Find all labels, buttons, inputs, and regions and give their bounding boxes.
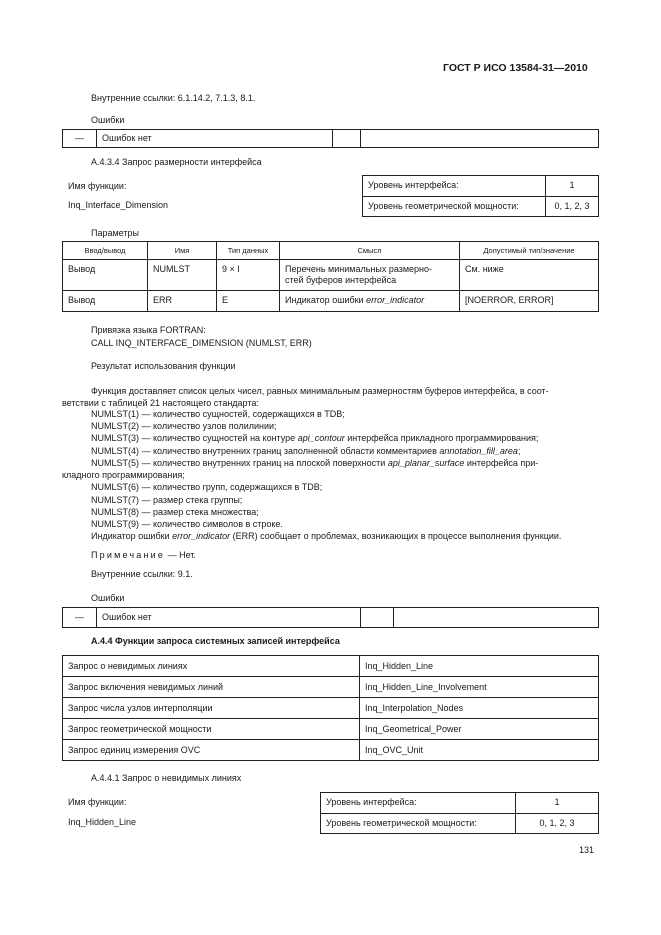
functions-table bbox=[62, 655, 599, 761]
table-cell bbox=[280, 260, 460, 291]
function-levels-table bbox=[320, 792, 599, 834]
meaning-italic: error_indicator bbox=[366, 295, 425, 305]
function-name: Inq_Interface_Dimension bbox=[68, 200, 169, 210]
table-cell bbox=[280, 291, 460, 312]
interface-level-value: 1 bbox=[516, 793, 599, 814]
function-name-label: Имя функции: bbox=[68, 181, 127, 191]
errors-empty-cell bbox=[333, 130, 361, 148]
errors-empty-cell bbox=[361, 608, 394, 628]
interface-level-value: 1 bbox=[546, 176, 599, 197]
table-cell: E bbox=[217, 291, 280, 312]
errors-dash: — bbox=[63, 130, 97, 148]
internal-references: Внутренние ссылки: 9.1. bbox=[91, 569, 193, 579]
errors-label: Ошибки bbox=[91, 115, 125, 125]
result-label: Результат использования функции bbox=[91, 361, 236, 371]
function-name: Inq_Hidden_Line bbox=[68, 817, 137, 827]
parameters-label: Параметры bbox=[91, 228, 139, 238]
table-cell: Вывод bbox=[63, 291, 148, 312]
list-item: NUMLST(2) — количество узлов полилинии; bbox=[91, 421, 277, 431]
list-item: NUMLST(1) — количество сущностей, содержащихся в TDB; bbox=[91, 409, 345, 419]
table-row bbox=[63, 677, 599, 698]
column-header: Смысл bbox=[280, 242, 460, 260]
geometric-power-label: Уровень геометрической мощности: bbox=[321, 813, 516, 834]
table-cell: ERR bbox=[148, 291, 217, 312]
function-description: Запрос числа узлов интерполяции bbox=[63, 698, 360, 719]
list-item-continuation: кладного программирования; bbox=[62, 470, 185, 480]
section-heading: А.4.4 Функции запроса системных записей интерфейса bbox=[91, 636, 340, 646]
column-header: Ввод/вывод bbox=[63, 242, 148, 260]
function-identifier: Inq_Interpolation_Nodes bbox=[360, 698, 599, 719]
error-indicator-text: Индикатор ошибки error_indicator (ERR) сообщает о проблемах, возникающих в процессе выполнения функции. bbox=[91, 531, 562, 541]
function-identifier: Inq_OVC_Unit bbox=[360, 740, 599, 761]
interface-level-label: Уровень интерфейса: bbox=[321, 793, 516, 814]
internal-references: Внутренние ссылки: 6.1.14.2, 7.1.3, 8.1. bbox=[91, 93, 256, 103]
meaning-line: стей буферов интерфейса bbox=[285, 275, 397, 285]
section-heading: А.4.3.4 Запрос размерности интерфейса bbox=[91, 157, 262, 167]
body-text: Функция доставляет список целых чисел, равных минимальным размерностям буферов интерфейса, в соот- bbox=[91, 386, 549, 396]
list-item: NUMLST(6) — количество групп, содержащихся в TDB; bbox=[91, 482, 323, 492]
table-row bbox=[63, 698, 599, 719]
function-identifier: Inq_Hidden_Line bbox=[360, 656, 599, 677]
table-cell: [NOERROR, ERROR] bbox=[460, 291, 599, 312]
column-header: Имя bbox=[148, 242, 217, 260]
list-item: NUMLST(5) — количество внутренних границ на плоской поверхности api_planar_surface интерфейса при- bbox=[91, 458, 539, 468]
errors-dash: — bbox=[63, 608, 97, 628]
note-label: Примечание bbox=[91, 550, 166, 560]
geometric-power-value: 0, 1, 2, 3 bbox=[516, 813, 599, 834]
table-cell: NUMLST bbox=[148, 260, 217, 291]
errors-table bbox=[62, 607, 599, 628]
note bbox=[91, 550, 196, 561]
geometric-power-value: 0, 1, 2, 3 bbox=[546, 196, 599, 217]
table-cell: 9 × I bbox=[217, 260, 280, 291]
geometric-power-label: Уровень геометрической мощности: bbox=[363, 196, 546, 217]
list-item: NUMLST(7) — размер стека группы; bbox=[91, 495, 243, 505]
function-name-label: Имя функции: bbox=[68, 797, 127, 807]
section-heading: А.4.4.1 Запрос о невидимых линиях bbox=[91, 773, 242, 783]
errors-text: Ошибок нет bbox=[97, 608, 361, 628]
errors-empty-cell bbox=[394, 608, 599, 628]
function-identifier: Inq_Hidden_Line_Involvement bbox=[360, 677, 599, 698]
column-header: Допустимый тип/значение bbox=[460, 242, 599, 260]
meaning-text: Индикатор ошибки bbox=[285, 295, 367, 305]
column-header: Тип данных bbox=[217, 242, 280, 260]
parameters-table bbox=[62, 241, 599, 312]
interface-level-label: Уровень интерфейса: bbox=[363, 176, 546, 197]
table-row bbox=[63, 260, 599, 291]
table-cell: См. ниже bbox=[460, 260, 599, 291]
table-row bbox=[63, 291, 599, 312]
table-row bbox=[63, 719, 599, 740]
errors-label: Ошибки bbox=[91, 593, 125, 603]
function-description: Запрос о невидимых линиях bbox=[63, 656, 360, 677]
body-text: ветствии с таблицей 21 настоящего стандарта: bbox=[62, 398, 259, 408]
list-item: NUMLST(3) — количество сущностей на контуре api_contour интерфейса прикладного программирования; bbox=[91, 433, 539, 443]
errors-text: Ошибок нет bbox=[97, 130, 333, 148]
meaning-line: Перечень минимальных размерно- bbox=[285, 264, 433, 274]
fortran-binding-label: Привязка языка FORTRAN: bbox=[91, 325, 206, 335]
errors-table bbox=[62, 129, 599, 148]
function-levels-table bbox=[362, 175, 599, 217]
list-item: NUMLST(4) — количество внутренних границ заполненной области комментариев annotation_fill_area; bbox=[91, 446, 521, 456]
errors-empty-cell bbox=[361, 130, 599, 148]
table-cell: Вывод bbox=[63, 260, 148, 291]
function-description: Запрос включения невидимых линий bbox=[63, 677, 360, 698]
function-description: Запрос единиц измерения OVC bbox=[63, 740, 360, 761]
list-item: NUMLST(9) — количество символов в строке. bbox=[91, 519, 283, 529]
document-header: ГОСТ Р ИСО 13584-31—2010 bbox=[443, 62, 588, 74]
table-row bbox=[63, 656, 599, 677]
fortran-call: CALL INQ_INTERFACE_DIMENSION (NUMLST, ERR) bbox=[91, 338, 312, 348]
table-row bbox=[63, 740, 599, 761]
list-item: NUMLST(8) — размер стека множества; bbox=[91, 507, 259, 517]
function-description: Запрос геометрической мощности bbox=[63, 719, 360, 740]
function-identifier: Inq_Geometrical_Power bbox=[360, 719, 599, 740]
note-text: — Нет. bbox=[165, 550, 196, 560]
page-number: 131 bbox=[579, 845, 595, 855]
